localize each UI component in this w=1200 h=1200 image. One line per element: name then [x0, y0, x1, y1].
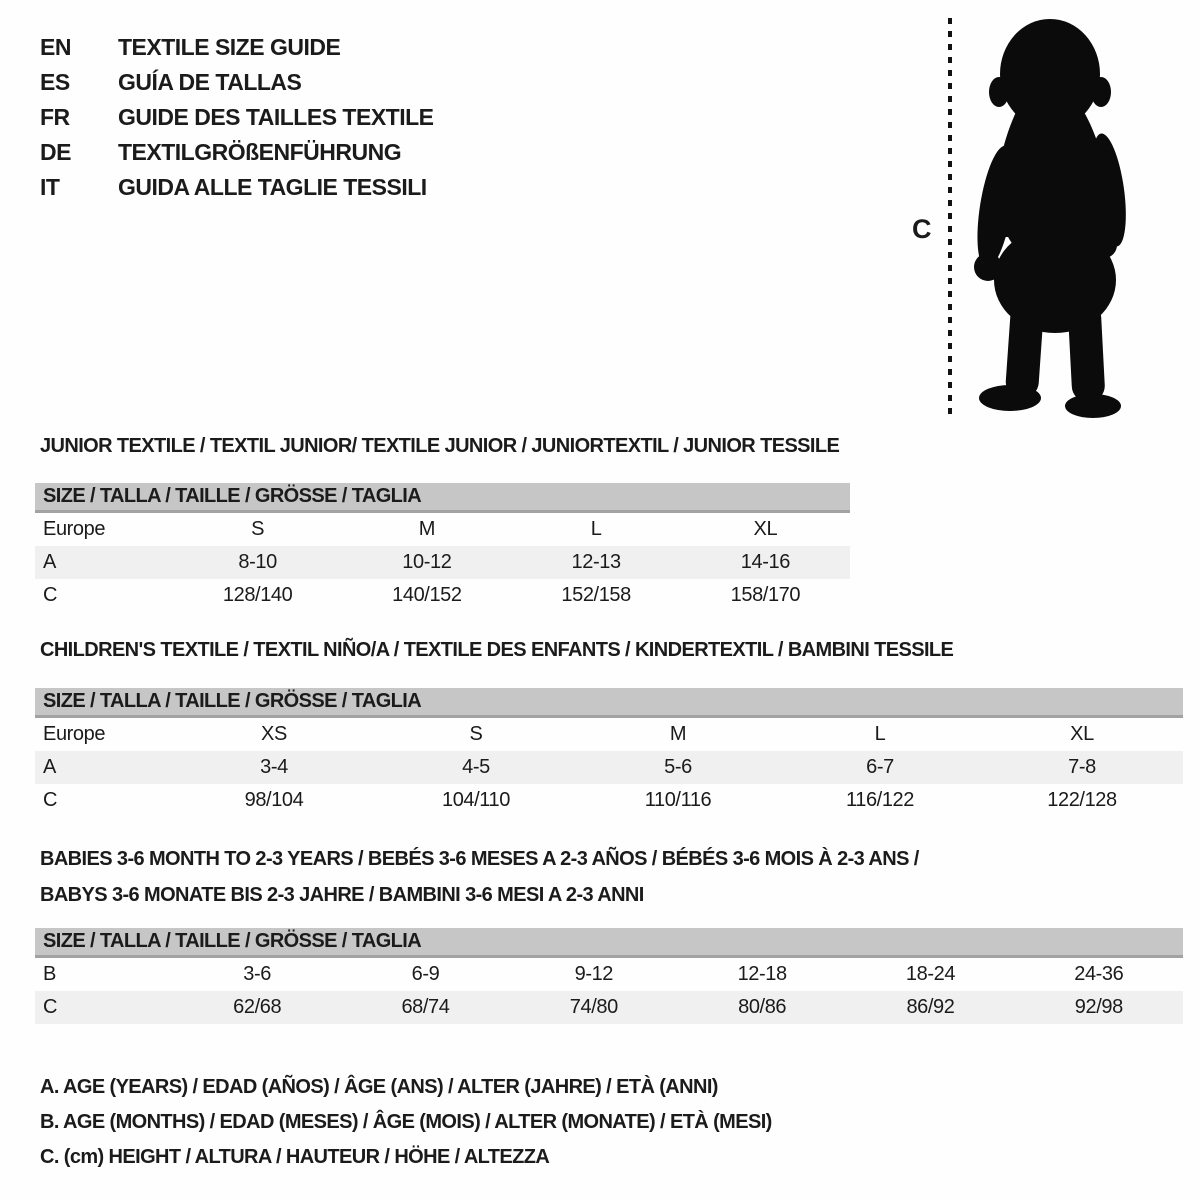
section-title-babies	[40, 841, 919, 913]
language-code: IT	[40, 174, 60, 200]
table-cell: 140/152	[392, 584, 462, 606]
section-title-children: CHILDREN'S TEXTILE / TEXTIL NIÑO/A / TEXTILE DES ENFANTS / KINDERTEXTIL / BAMBINI TESSILE	[40, 639, 954, 661]
table-cell: 116/122	[845, 789, 914, 811]
table-cell: 104/110	[441, 789, 510, 811]
table-cell: S	[469, 723, 483, 745]
language-title: GUÍA DE TALLAS	[118, 69, 302, 95]
table-row-age-months	[35, 958, 1183, 991]
table-cell: 80/86	[738, 996, 787, 1018]
measure-label-c: C	[912, 214, 932, 244]
children-size-table	[35, 688, 1183, 817]
language-row-it	[40, 170, 434, 205]
row-label: Europe	[43, 518, 106, 540]
language-code: ES	[40, 69, 70, 95]
row-label: Europe	[43, 723, 106, 745]
table-cell: M	[418, 518, 435, 540]
table-cell: 122/128	[1047, 789, 1117, 811]
table-row-europe	[35, 513, 850, 546]
table-cell: 4-5	[462, 756, 490, 778]
table-cell: 5-6	[664, 756, 692, 778]
table-cell: 10-12	[402, 551, 452, 573]
table-cell: M	[669, 723, 687, 745]
language-code: FR	[40, 104, 70, 130]
language-row-en	[40, 30, 434, 65]
table-cell: 128/140	[222, 584, 293, 606]
language-row-fr	[40, 100, 434, 135]
table-cell: XS	[261, 723, 287, 745]
table-cell: 110/116	[644, 789, 712, 811]
table-cell: 14-16	[740, 551, 790, 573]
table-cell: 8-10	[238, 551, 277, 573]
language-title: GUIDE DES TAILLES TEXTILE	[118, 104, 434, 130]
table-row-europe	[35, 718, 1183, 751]
language-code: EN	[40, 34, 71, 60]
legend-line-b: B. AGE (MONTHS) / EDAD (MESES) / ÂGE (MOIS) / ALTER (MONATE) / ETÀ (MESI)	[40, 1111, 772, 1133]
height-measure-dashed-line	[948, 18, 952, 416]
table-cell: 6-9	[411, 963, 440, 985]
table-row-height	[35, 784, 1183, 817]
table-cell: S	[251, 518, 265, 540]
table-cell: 3-6	[243, 963, 272, 985]
legend-line-a: A. AGE (YEARS) / EDAD (AÑOS) / ÂGE (ANS) / ALTER (JAHRE) / ETÀ (ANNI)	[40, 1076, 718, 1098]
table-cell: 62/68	[233, 996, 282, 1018]
table-row-age	[35, 546, 850, 579]
row-label: A	[43, 551, 56, 573]
toddler-silhouette-image	[958, 12, 1150, 420]
row-label: C	[43, 789, 58, 811]
size-table-header: SIZE / TALLA / TAILLE / GRÖSSE / TAGLIA	[35, 688, 1183, 718]
section-title-junior: JUNIOR TEXTILE / TEXTIL JUNIOR/ TEXTILE JUNIOR / JUNIORTEXTIL / JUNIOR TESSILE	[40, 435, 840, 457]
table-cell: 24-36	[1074, 963, 1124, 985]
table-cell: 7-8	[1068, 756, 1096, 778]
table-row-height	[35, 579, 850, 612]
size-table-header: SIZE / TALLA / TAILLE / GRÖSSE / TAGLIA	[35, 483, 850, 513]
row-label: C	[43, 996, 58, 1018]
measurement-legend	[40, 1070, 772, 1175]
babies-title-line1: BABIES 3-6 MONTH TO 2-3 YEARS / BEBÉS 3-6 MESES A 2-3 AÑOS / BÉBÉS 3-6 MOIS À 2-3 ANS /	[40, 848, 919, 870]
table-cell: 18-24	[905, 963, 956, 985]
row-label: C	[43, 584, 58, 606]
language-row-es	[40, 65, 434, 100]
table-cell: 12-13	[571, 551, 621, 573]
language-header	[40, 30, 434, 205]
legend-line-c: C. (cm) HEIGHT / ALTURA / HAUTEUR / HÖHE / ALTEZZA	[40, 1146, 550, 1168]
table-cell: 92/98	[1074, 996, 1123, 1018]
table-cell: 9-12	[574, 963, 614, 985]
table-cell: 158/170	[730, 584, 801, 606]
table-cell: 74/80	[569, 996, 618, 1018]
babies-size-table	[35, 928, 1183, 1024]
language-title: GUIDA ALLE TAGLIE TESSILI	[118, 174, 427, 200]
junior-size-table	[35, 483, 850, 612]
row-label: A	[43, 756, 56, 778]
table-row-height	[35, 991, 1183, 1024]
language-title: TEXTILGRÖßENFÜHRUNG	[118, 139, 402, 165]
table-row-age	[35, 751, 1183, 784]
table-cell: L	[590, 518, 602, 540]
language-code: DE	[40, 139, 71, 165]
table-cell: L	[874, 723, 886, 745]
size-table-header: SIZE / TALLA / TAILLE / GRÖSSE / TAGLIA	[35, 928, 1183, 958]
table-cell: 152/158	[561, 584, 631, 606]
table-cell: 86/92	[906, 996, 955, 1018]
table-cell: 68/74	[401, 996, 450, 1018]
table-cell: 98/104	[244, 789, 304, 811]
table-cell: 3-4	[260, 756, 288, 778]
language-title: TEXTILE SIZE GUIDE	[118, 34, 341, 60]
table-cell: 12-18	[737, 963, 787, 985]
table-cell: 6-7	[866, 756, 894, 778]
row-label: B	[43, 963, 56, 985]
table-cell: XL	[1070, 723, 1094, 745]
babies-title-line2: BABYS 3-6 MONATE BIS 2-3 JAHRE / BAMBINI 3-6 MESI A 2-3 ANNI	[40, 884, 644, 906]
language-row-de	[40, 135, 434, 170]
table-cell: XL	[753, 518, 778, 540]
